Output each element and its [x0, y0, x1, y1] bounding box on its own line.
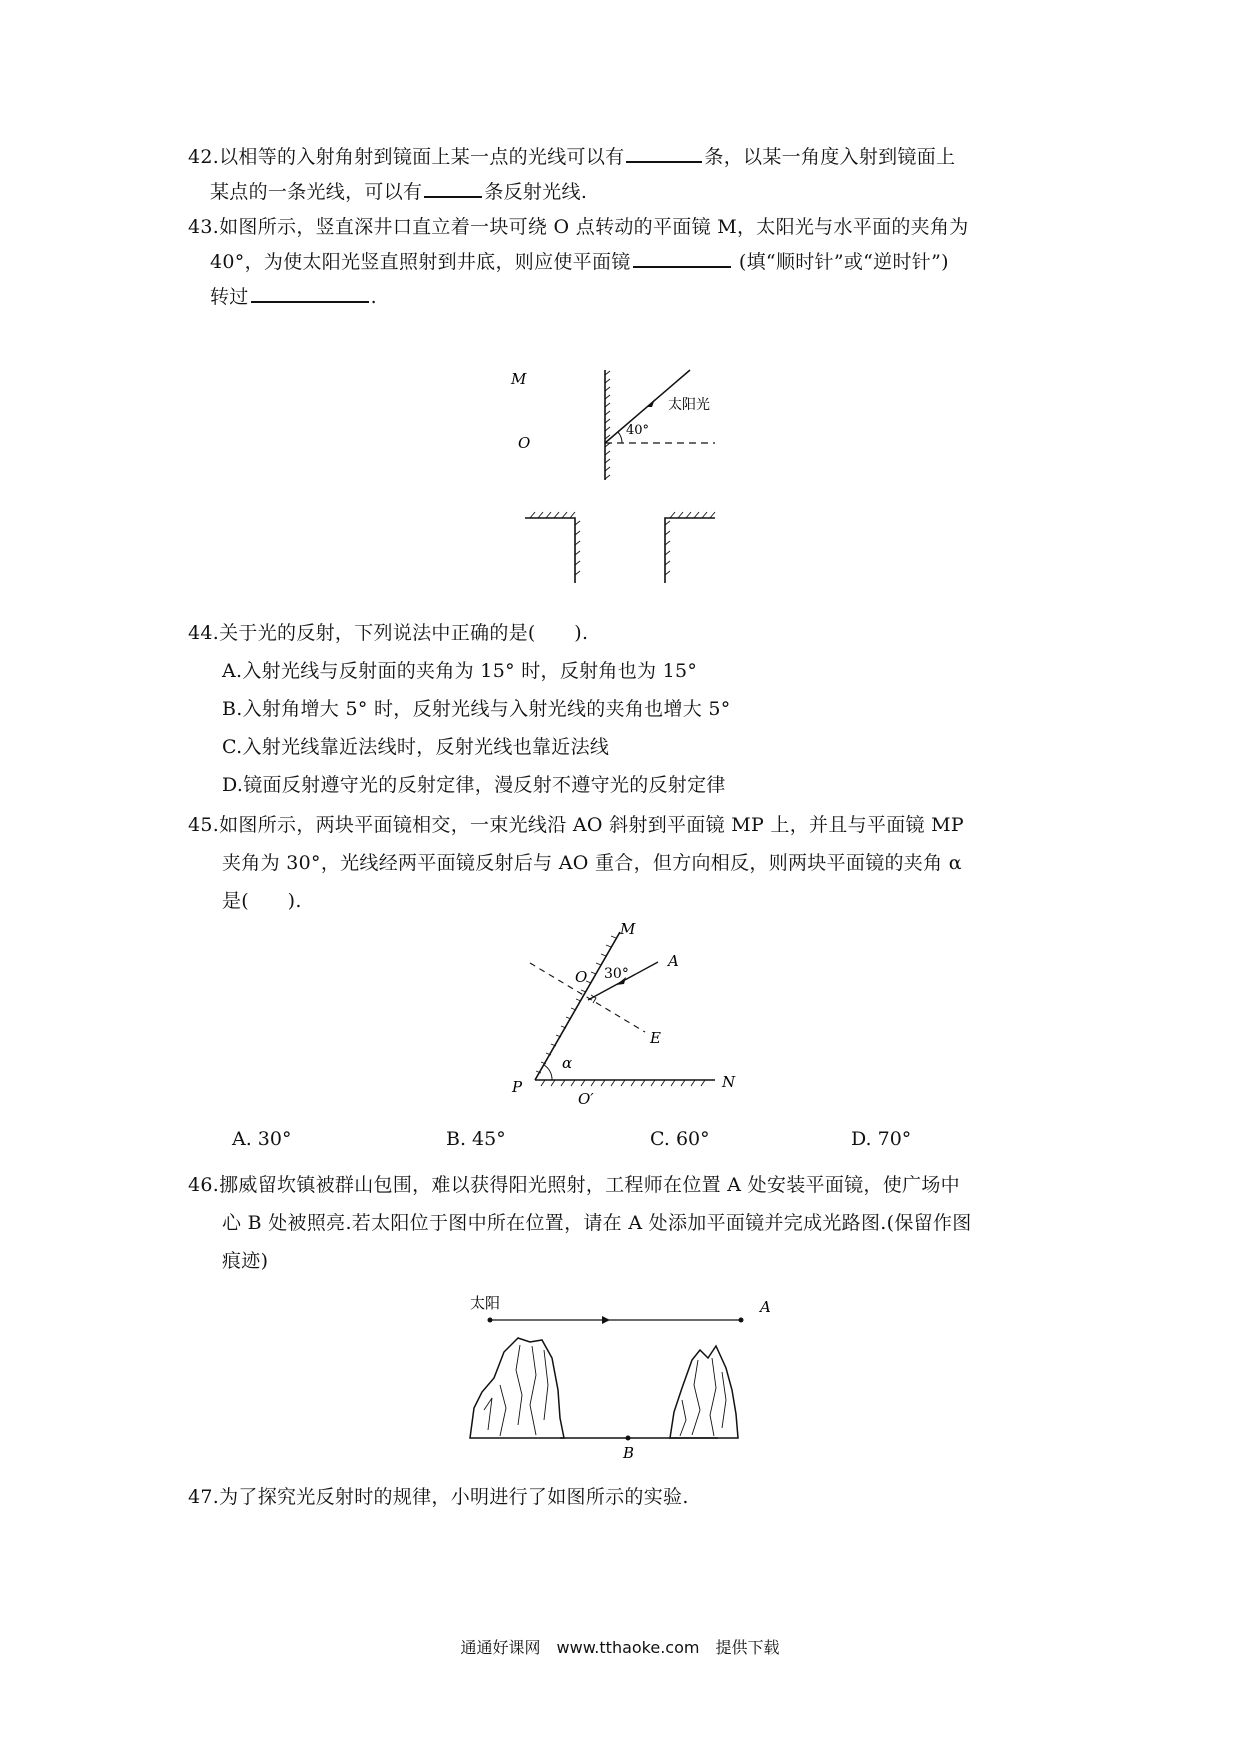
page-footer: 通通好课网 www.tthaoke.com 提供下载 [460, 1638, 780, 1657]
label-sunlight: 太阳光 [668, 397, 710, 413]
label-p: P [512, 1078, 523, 1096]
q46-line-1: 46.挪威留坎镇被群山包围，难以获得阳光照射，工程师在位置 A 处安装平面镜，使广场中 [188, 1174, 960, 1196]
q46-line-3: 痕迹) [222, 1250, 269, 1272]
q42-text-c: 某点的一条光线，可以有 [210, 181, 423, 203]
q43-blank-1[interactable] [633, 248, 731, 268]
label-m: M [620, 920, 636, 938]
right-mountain [670, 1346, 738, 1438]
q45-line-1: 45.如图所示，两块平面镜相交，一束光线沿 AO 斜射到平面镜 MP 上，并且与平面镜 MP [188, 814, 964, 836]
q44-option-b[interactable]: B.入射角增大 5° 时，反射光线与入射光线的夹角也增大 5° [222, 698, 731, 720]
q44-option-a[interactable]: A.入射光线与反射面的夹角为 15° 时，反射角也为 15° [222, 660, 698, 682]
label-e: E [650, 1029, 661, 1047]
q45-option-a[interactable]: A. 30° [232, 1128, 292, 1150]
q44-stem: 44.关于光的反射，下列说法中正确的是( ). [188, 622, 589, 644]
label-alpha: α [562, 1054, 573, 1072]
q42-line-1 [188, 142, 955, 169]
left-mountain [470, 1338, 564, 1438]
q45-figure-two-mirrors [500, 920, 760, 1120]
q43-figure-well-mirror [500, 355, 730, 595]
q42-blank-2[interactable] [424, 178, 482, 198]
ray-arrow-icon [647, 399, 655, 407]
q42-text-a: 42.以相等的入射角射到镜面上某一点的光线可以有 [188, 146, 625, 168]
label-o-prime: O′ [578, 1090, 594, 1108]
q46-figure-valley [460, 1290, 800, 1460]
label-angle-40: 40° [626, 423, 650, 438]
q47-line-1: 47.为了探究光反射时的规律，小明进行了如图所示的实验. [188, 1486, 689, 1508]
q45-option-c[interactable]: C. 60° [650, 1128, 710, 1150]
q42-line-2 [210, 177, 587, 204]
q43-line-2 [210, 247, 949, 274]
label-a: A [668, 952, 679, 970]
mirror-mp [535, 932, 620, 1080]
q43-blank-2[interactable] [251, 283, 369, 303]
q44-option-d[interactable]: D.镜面反射遵守光的反射定律，漫反射不遵守光的反射定律 [222, 774, 726, 796]
q42-blank-1[interactable] [626, 143, 702, 163]
label-sun: 太阳 [470, 1294, 501, 1312]
q44-option-c[interactable]: C.入射光线靠近法线时，反射光线也靠近法线 [222, 736, 610, 758]
q43-text-c: 转过 [210, 286, 249, 308]
q43-line-1: 43.如图所示，竖直深井口直立着一块可绕 O 点转动的平面镜 M，太阳光与水平面的夹角为 [188, 216, 969, 238]
q43-text-b: (填“顺时针”或“逆时针”) [738, 251, 949, 273]
q46-line-2: 心 B 处被照亮.若太阳位于图中所在位置，请在 A 处添加平面镜并完成光路图.(保留作图 [222, 1212, 972, 1234]
point-b [626, 1436, 631, 1441]
q45-option-b[interactable]: B. 45° [446, 1128, 506, 1150]
label-n: N [722, 1073, 736, 1091]
q45-option-d[interactable]: D. 70° [851, 1128, 912, 1150]
label-o: O [575, 968, 588, 986]
q43-text-a: 40°，为使太阳光竖直照射到井底，则应使平面镜 [210, 251, 631, 273]
label-a: A [760, 1298, 771, 1316]
label-m: M [511, 370, 527, 388]
ray-arrow-icon [602, 1316, 610, 1324]
label-b: B [623, 1444, 635, 1460]
q45-line-3: 是( ). [222, 890, 302, 912]
q42-text-d: 条反射光线. [484, 181, 588, 203]
label-o: O [518, 434, 531, 452]
q43-text-d: . [370, 286, 377, 308]
q45-line-2: 夹角为 30°，光线经两平面镜反射后与 AO 重合，但方向相反，则两块平面镜的夹角 α [222, 852, 962, 874]
q42-text-b: 条，以某一角度入射到镜面上 [704, 146, 956, 168]
well-walls [525, 518, 715, 583]
label-angle-30: 30° [604, 966, 629, 982]
q43-line-3 [210, 282, 377, 309]
